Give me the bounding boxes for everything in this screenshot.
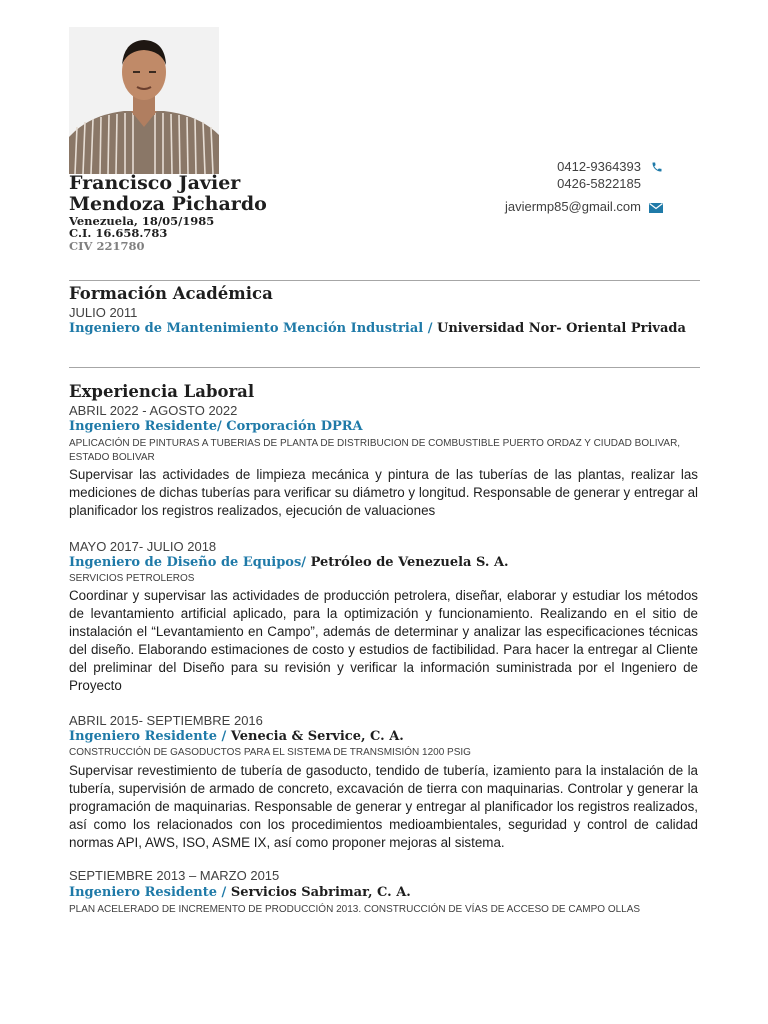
job-title [69,729,404,744]
job-role: Ingeniero Residente/ Corporación DPRA [69,419,363,434]
job-date: ABRIL 2022 - AGOSTO 2022 [69,403,238,418]
profile-photo [69,27,219,174]
ci-number: C.I. 16.658.783 [69,226,168,240]
job-date: SEPTIEMBRE 2013 – MARZO 2015 [69,868,280,883]
email-icon [649,203,663,213]
job-description: Supervisar las actividades de limpieza mecánica y pintura de las tuberías de las plantas, realizar las mediciones de dichas tuberías para verificar su diámetro y longitud. Responsable de generar y entregar al planificador los registros realizados, ejecución de valuaciones [69,467,698,518]
civ-number: CIV 221780 [69,239,145,253]
phone-icon [651,161,663,173]
job-title [69,419,363,434]
divider-experience [69,367,700,368]
job-subtitle: APLICACIÓN DE PINTURAS A TUBERIAS DE PLANTA DE DISTRIBUCION DE COMBUSTIBLE PUERTO ORDAZ Y CIUDAD BOLIVAR, ESTADO BOLIVAR [69,438,681,463]
job-subtitle: CONSTRUCCIÓN DE GASODUCTOS PARA EL SISTEMA DE TRANSMISIÓN 1200 PSIG [69,747,471,758]
degree-title: Ingeniero de Mantenimiento Mención Industrial / [69,321,433,336]
job-role: Ingeniero Residente / [69,885,227,900]
job-company: Venecia & Service, C. A. [230,729,404,744]
job-title [69,555,509,570]
education-degree [69,321,686,336]
job-company: Petróleo de Venezuela S. A. [310,555,509,570]
job-title [69,885,411,900]
job-date: ABRIL 2015- SEPTIEMBRE 2016 [69,713,263,728]
phone-secondary[interactable]: 0426-5822185 [557,176,641,191]
phone-primary[interactable]: 0412-9364393 [557,159,641,174]
job-description: Supervisar revestimiento de tubería de gasoducto, tendido de tubería, izamiento para la instalación de la tubería, supervisión de armado de concreto, excavación de tierra con maquinarias. Controlar y generar la programación de maquinarias. Responsable de generar y entregar al planificador los registros realizados, así como los relacionados con los procedimientos medioambientales, seguridad y control de calidad normas API, AWS, ISO, ASME IX, así como proponer mejoras al sistema. [69,763,698,850]
name-first: Francisco Javier [69,172,241,194]
name-last: Mendoza Pichardo [69,193,267,215]
job-date: MAYO 2017- JULIO 2018 [69,539,217,554]
person-photo-icon [69,27,219,174]
experience-heading: Experiencia Laboral [69,382,255,401]
email-address[interactable]: javiermp85@gmail.com [504,199,641,214]
job-description: Coordinar y supervisar las actividades de producción petrolera, diseñar, elaborar y estudiar los métodos de levantamiento artificial aplicado, para la optimización y funcionamiento. Realizando en el sitio de instalación el “Levantamiento en Campo”, además de determinar y analizar las especificaciones técnicas del diseño. Elaborando estimaciones de costo y estudios de factibilidad. Para hacer la entregar al Cliente del preliminar del Diseño para su revisión y verificar la información suministrada por el Ingeniero de Proyecto [69,588,698,693]
job-role: Ingeniero de Diseño de Equipos/ [69,555,307,570]
job-subtitle: PLAN ACELERADO DE INCREMENTO DE PRODUCCIÓN 2013. CONSTRUCCIÓN DE VÍAS DE ACCESO DE CAMPO OLLAS [69,904,641,915]
education-date: JULIO 2011 [69,305,138,320]
job-role: Ingeniero Residente / [69,729,227,744]
job-subtitle: SERVICIOS PETROLEROS [69,573,195,584]
full-name [69,173,267,215]
school-name: Universidad Nor- Oriental Privada [437,321,686,336]
birth-info: Venezuela, 18/05/1985 [69,214,215,228]
divider-education [69,280,700,281]
education-heading: Formación Académica [69,284,273,303]
job-company: Servicios Sabrimar, C. A. [230,885,411,900]
